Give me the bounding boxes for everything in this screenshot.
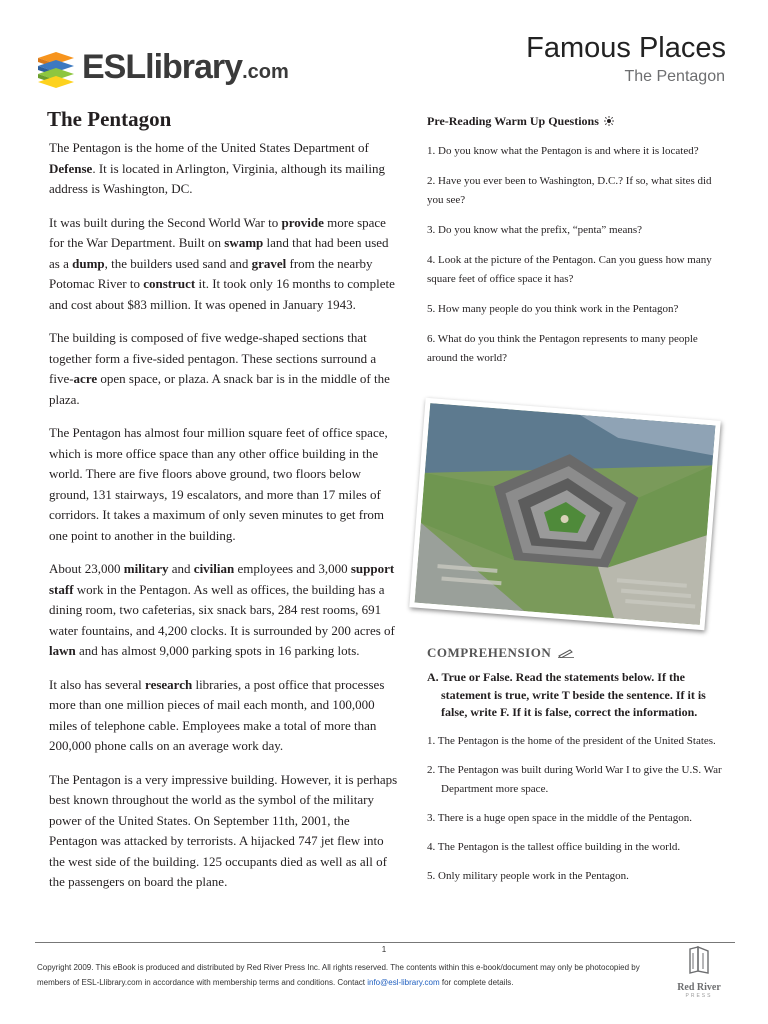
red-river-books-icon <box>684 945 714 975</box>
article-paragraph <box>49 559 399 662</box>
vocab-word: construct <box>143 276 196 291</box>
paragraph-text: The Pentagon has almost four million square feet of office space, which is more office space than any other office building in the world. There are five floors above ground, two floors below ground, 131 stairways, 19 escalators, and more than 17 miles of corridors. It takes a maximum of only seven minutes to get from one point to another in the building. <box>49 425 388 543</box>
paragraph-text: The building is composed of five wedge-shaped sections that together form a five-sided pentagon. These sections surround a five- <box>49 330 377 386</box>
vocab-word: lawn <box>49 643 76 658</box>
prereading-question: 1. Do you know what the Pentagon is and where it is located? <box>427 145 699 157</box>
prereading-questions <box>427 142 729 368</box>
article-paragraph <box>49 138 399 200</box>
paragraph-text: more space for the War Department. Built on <box>49 214 386 250</box>
vocab-word: Defense <box>49 160 93 176</box>
article-paragraph <box>49 770 399 893</box>
comprehension-statement: 4. The Pentagon is the tallest office building in the world. <box>427 840 681 853</box>
sun-icon <box>604 116 614 126</box>
prereading-question: 5. How many people do you think work in the Pentagon? <box>427 303 679 315</box>
prereading-title: Pre-Reading Warm Up Questions <box>427 112 729 130</box>
prereading-question: 2. Have you ever been to Washington, D.C.? If so, what sites did you see? <box>427 175 712 206</box>
paragraph-text: land that had been used as a <box>49 235 389 271</box>
pencil-icon <box>558 648 574 658</box>
paragraph-text: . It is located in Arlington, Virginia, although its mailing address is Washington, DC. <box>49 160 385 196</box>
prereading-question: 4. Look at the picture of the Pentagon. Can you guess how many square feet of office space it has? <box>427 254 712 285</box>
vocab-word: acre <box>73 371 98 386</box>
page-title: Famous Places <box>526 32 726 64</box>
pentagon-aerial-image <box>415 403 716 625</box>
paragraph-text: About 23,000 <box>49 561 124 576</box>
vocab-word: research <box>145 676 193 692</box>
comprehension-statement: 2. The Pentagon was built during World War I to give the U.S. War Department more space. <box>427 763 722 795</box>
page-number: 1 <box>381 945 387 954</box>
paragraph-text: and <box>168 561 194 576</box>
comprehension-statement: 3. There is a huge open space in the middle of the Pentagon. <box>427 811 692 824</box>
article-paragraph <box>49 423 399 546</box>
comprehension-items <box>427 732 729 886</box>
books-logo-icon <box>34 46 78 90</box>
vocab-word: provide <box>281 214 324 230</box>
vocab-word: dump <box>72 255 105 271</box>
paragraph-text: and has almost 9,000 parking spots in 16 parking lots. <box>75 643 360 658</box>
article-body <box>47 138 399 893</box>
article-paragraph <box>49 328 399 410</box>
esl-library-logo <box>34 44 289 92</box>
vocab-word: gravel <box>251 255 287 271</box>
paragraph-text: employees and 3,000 <box>234 561 351 576</box>
comprehension-section <box>427 643 729 896</box>
footer-divider <box>35 942 735 943</box>
prereading-section <box>427 112 729 379</box>
comprehension-statement: 5. Only military people work in the Pentagon. <box>427 869 629 882</box>
prereading-question: 3. Do you know what the prefix, “penta” means? <box>427 224 643 236</box>
paragraph-text: The Pentagon is a very impressive building. However, it is perhaps best known throughout the world as the symbol of the military power of the United States. On September 11th, 2001, the Pentagon was attacked by terrorists. A hijacked 747 jet flew into the west side of the building. 125 occupants died as well as all of the passengers on board the plane. <box>49 771 398 889</box>
contact-email-link[interactable]: info@esl-library.com <box>367 978 440 987</box>
paragraph-text: work in the Pentagon. As well as offices, the building has a dining room, two cafeterias, six snack bars, 284 rest rooms, 691 water fountains, and 4,200 clocks. It is surrounded by 200 acres of <box>49 581 395 638</box>
copyright-notice: Copyright 2009. This eBook is produced and distributed by Red River Press Inc. All rights reserved. The contents within this e-book/document may only be photocopied by members of ESL-Llibrary.com in accordance with membership terms and conditions. Contact info@esl-library.com for complete details. <box>37 963 640 987</box>
paragraph-text: libraries, a post office that processes more than one million pieces of mail each month, and 100,000 miles of telephone cable. Employees make a total of more than 200,000 phone calls on an average work day. <box>49 676 385 753</box>
logo-wordmark: ESLlibrary.com <box>82 48 289 86</box>
publisher-sub: PRESS <box>685 993 713 999</box>
vocab-word: military <box>123 561 169 576</box>
article <box>47 106 399 906</box>
photo-frame <box>409 398 721 631</box>
comprehension-instruction: A. True or False. Read the statements below. If the statement is true, write T beside the sentence. If it is false, write F. If it is false, correct the information. <box>427 670 706 719</box>
paragraph-text: open space, or plaza. A snack bar is in the middle of the plaza. <box>49 371 390 407</box>
vocab-word: civilian <box>193 561 235 576</box>
paragraph-text: it. It took only 16 months to complete and cost about $83 million. It was opened in January 1943. <box>49 276 395 312</box>
article-paragraph <box>49 675 399 757</box>
prereading-question: 6. What do you think the Pentagon represents to many people around the world? <box>427 333 698 364</box>
paragraph-text: The Pentagon is the home of the United States Department of <box>49 140 369 155</box>
red-river-press-logo <box>664 945 734 1017</box>
page-subtitle: The Pentagon <box>624 68 725 85</box>
vocab-word: swamp <box>224 235 264 250</box>
paragraph-text: from the nearby Potomac River to <box>49 255 373 291</box>
paragraph-text: , the builders used sand and <box>104 255 252 271</box>
publisher-name: Red River <box>677 982 721 993</box>
paragraph-text: It also has several <box>49 676 146 692</box>
article-paragraph <box>49 213 399 316</box>
comprehension-statement: 1. The Pentagon is the home of the president of the United States. <box>427 734 716 747</box>
article-title: The Pentagon <box>47 107 172 131</box>
pentagon-photo <box>409 403 729 628</box>
vocab-word: support staff <box>49 561 395 597</box>
comprehension-title: COMPREHENSION <box>427 643 729 663</box>
paragraph-text: It was built during the Second World War to <box>49 214 282 230</box>
